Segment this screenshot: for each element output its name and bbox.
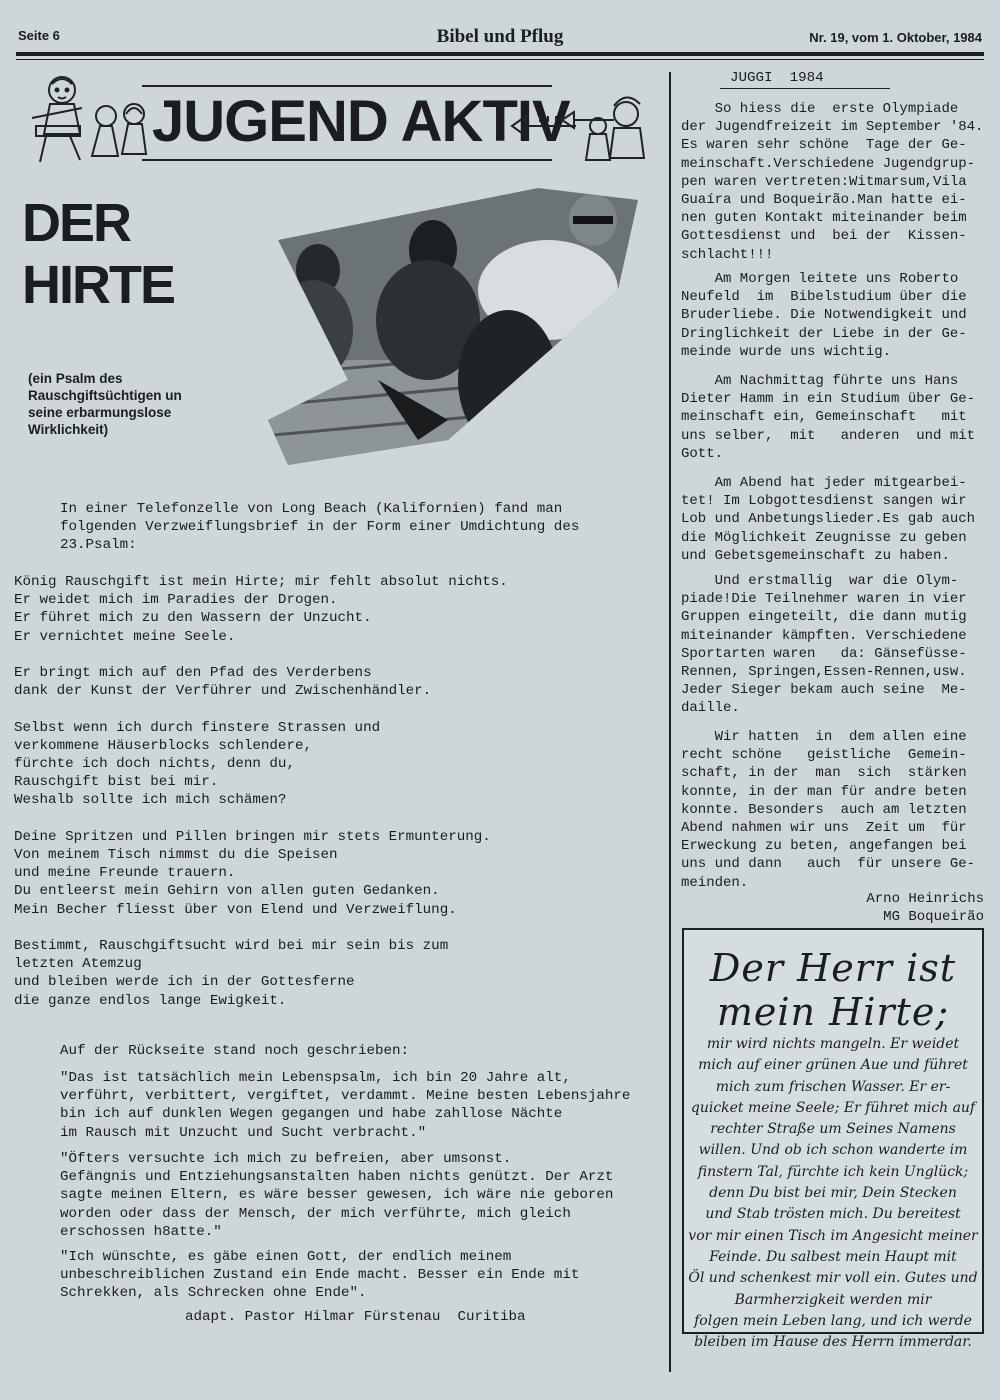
juggi-paragraph-3: Am Nachmittag führte uns Hans Dieter Hamm in ein Studium über Ge- meinschaft ein, Gemeinschaft mit uns selber, mit anderen und mit Gott. (681, 373, 976, 462)
juggi-title: JUGGI 1984 (730, 70, 824, 86)
back-side-label: Auf der Rückseite stand noch geschrieben: (60, 1043, 410, 1059)
youth-group-photo (218, 180, 658, 480)
signature-name: Arno Heinrichs (866, 891, 984, 907)
header-rule-thin (16, 59, 984, 60)
juggi-paragraph-4: Am Abend hat jeder mitgearbei- tet! Im Lobgottesdienst sangen wir Lob und Anbetungslieder.Es gab auch die Möglichkeit Zeugnisse zu geben und Gebetsgemeinschaft zu haben. (681, 475, 976, 564)
juggi-title-underline (720, 88, 890, 89)
article-credit: adapt. Pastor Hilmar Fürstenau Curitiba (185, 1309, 526, 1325)
quote-paragraph-2: "Öfters versuchte ich mich zu befreien, aber umsonst. Gefängnis und Entziehungsanstalten haben nichts genützt. Der Arzt sagte meinen Eltern, es wäre besser gewesen, ich wäre nie geboren worden oder dass der Mensch, der mich verführte, mich gleich erschossen h8atte." (60, 1151, 614, 1240)
article-title (22, 192, 174, 316)
calligraphy-body: mir wird nichts mangeln. Er weidet mich auf einer grünen Aue und führet mich zum frischen Wasser. Er er- quicket meine Seele; Er führet mich auf rechter Straße um Seines Namens willen. Und ob ich schon wanderte im finstern Tal, fürchte ich kein Unglück; denn Du bist bei mir, Dein Stecken und Stab trösten mich. Du bereitest vor mir einen Tisch im Angesicht meiner Feinde. Du salbest mein Haupt mit Öl und schenkest mir voll ein. Gutes und Barmherzigkeit werden mir folgen mein Leben lang, und ich werde bleiben im Hause des Herrn immerdar. (688, 1036, 978, 1351)
juggi-paragraph-2: Am Morgen leitete uns Roberto Neufeld im Bibelstudium über die Bruderliebe. Die Notwendigkeit und Dringlichkeit der Liebe in der Ge- meinde wurde uns wichtig. (681, 271, 967, 360)
header-rule-thick (16, 52, 984, 56)
page-number: Seite 6 (18, 28, 60, 43)
trumpet-players-illustration (502, 76, 662, 166)
psalm-23-calligraphy-box (682, 928, 984, 1351)
quote-paragraph-1: "Das ist tatsächlich mein Lebenspsalm, ich bin 20 Jahre alt, verführt, verbittert, vergiftet, verdammt. Meine besten Lebensjahre bin ich auf dunklen Wegen gegangen und habe zahllose Nächte im Rausch mit Unzucht und Sucht verbracht." (60, 1070, 631, 1141)
article-subtitle: (ein Psalm des Rauschgiftsüchtigen un seine erbarmungslose Wirklichkeit) (28, 371, 182, 437)
column-divider (669, 72, 671, 1372)
quote-paragraph-3: "Ich wünschte, es gäbe einen Gott, der endlich meinem unbeschreiblichen Zustand ein Ende macht. Besser ein Ende mit Schrekken, als Schrecken ohne Ende". (60, 1249, 580, 1302)
jugend-aktiv-banner (22, 70, 662, 170)
article-title-line1: DER (22, 193, 131, 253)
publication-title: Bibel und Pflug (436, 26, 564, 47)
banner-title: JUGEND AKTIV (152, 89, 570, 154)
juggi-paragraph-6: Wir hatten in dem allen eine recht schöne geistliche Gemein- schaft, in der man sich stärken konnte, in der man für andre beten konnte. Besonders auch am letzten Abend nahmen wir uns Zeit um für Erweckung zu beten, angefangen bei uns und dann auch für unsere Ge- meinden. (681, 729, 976, 891)
page-header (16, 26, 984, 50)
juggi-paragraph-1: So hiess die erste Olympiade der Jugendfreizeit im September '84. Es waren sehr schöne Tage der Ge- meinschaft.Verschiedene Jugendgrup- pen waren vertreten:Witmarsum,Vila Guaíra und Boqueirão.Man hatte ei- nen guten Kontakt miteinander beim Gottesdienst und bei der Kissen- schlacht!!! (681, 101, 984, 263)
juggi-paragraph-5: Und erstmallig war die Olym- piade!Die Teilnehmer waren in vier Gruppen eingeteilt, die dann mutig miteinander kämpften. Verschiedene Sportarten waren da: Gänsefüsse- Rennen, Springen,Essen-Rennen,usw. Jeder Sieger bekam auch seine Me- daille. (681, 573, 967, 717)
signature-place: MG Boqueirão (883, 909, 984, 925)
psalm-text: König Rauschgift ist mein Hirte; mir fehlt absolut nichts. Er weidet mich im Paradies der Drogen. Er führet mich zu den Wassern der Unzucht. Er vernichtet meine Seele. Er bringt mich auf den Pfad des Verderbens dank der Kunst der Verführer und Zwischenhändler. Selbst wenn ich durch finstere Strassen und verkommene Häuserblocks schlendere, fürchte ich doch nichts, denn du, Rauschgift bist bei mir. Weshalb sollte ich mich schämen? Deine Spritzen und Pillen bringen mir stets Ermunterung. Von meinem Tisch nimmst du die Speisen und meine Freunde trauern. Du entleerst mein Gehirn von allen guten Gedanken. Mein Becher fliesst über von Elend und Verzweiflung. Bestimmt, Rauschgiftsucht wird bei mir sein bis zum letzten Atemzug und bleiben werde ich in der Gottesferne die ganze endlos lange Ewigkeit. (14, 574, 508, 1009)
issue-date: Nr. 19, vom 1. Oktober, 1984 (809, 30, 982, 45)
children-illustration (22, 70, 152, 170)
article-title-line2: HIRTE (22, 255, 174, 315)
calligraphy-heading: Der Herr ist mein Hirte; (709, 946, 957, 1034)
article-intro: In einer Telefonzelle von Long Beach (Kalifornien) fand man folgenden Verzweiflungsbrief in der Form einer Umdichtung des 23.Psalm: (60, 501, 580, 554)
